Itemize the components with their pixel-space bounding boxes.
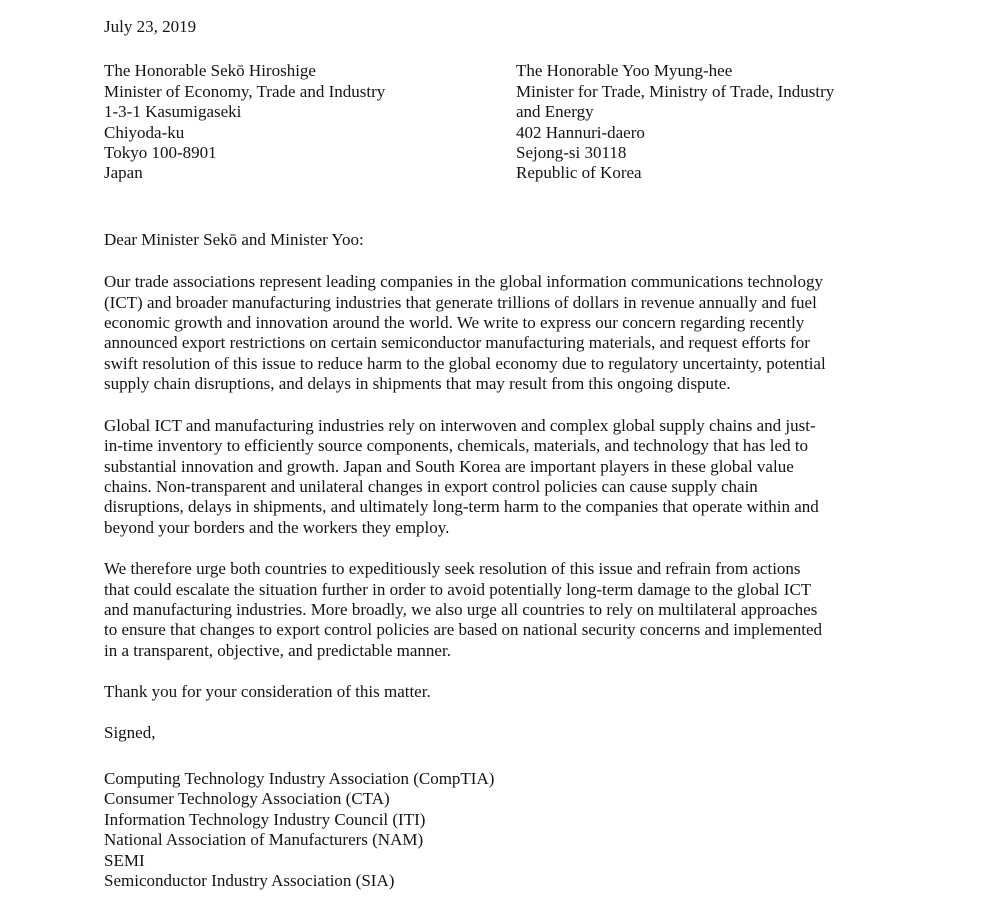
text-line: Our trade associations represent leading companies in the global information communications technology <box>104 272 823 292</box>
text-line: (ICT) and broader manufacturing industries that generate trillions of dollars in revenue annually and fuel <box>104 292 817 312</box>
text-line: 402 Hannuri-daero <box>516 122 645 142</box>
salutation: Dear Minister Sekō and Minister Yoo: <box>104 229 364 249</box>
recipient-address-block <box>104 61 516 183</box>
text-line: announced export restrictions on certain semiconductor manufacturing materials, and request efforts for <box>104 333 810 353</box>
text-line: Sejong-si 30118 <box>516 143 627 163</box>
recipient-addresses <box>104 61 954 183</box>
text-line: Global ICT and manufacturing industries rely on interwoven and complex global supply chains and just- <box>104 415 816 435</box>
text-line: The Honorable Sekō Hiroshige <box>104 61 316 81</box>
letter-body <box>104 272 954 661</box>
letter-date: July 23, 2019 <box>104 17 197 36</box>
signoff-line: Signed, <box>104 722 156 742</box>
body-paragraph <box>104 416 954 538</box>
text-line: supply chain disruptions, and delays in shipments that may result from this ongoing dispute. <box>104 374 731 394</box>
signatory-list <box>104 769 954 891</box>
text-line: Republic of Korea <box>516 163 642 183</box>
text-line: Minister of Economy, Trade and Industry <box>104 81 386 101</box>
text-line: disruptions, delays in shipments, and ultimately long-term harm to the companies that operate within and <box>104 497 819 517</box>
text-line: The Honorable Yoo Myung-hee <box>516 61 733 81</box>
text-line: swift resolution of this issue to reduce harm to the global economy due to regulatory uncertainty, potential <box>104 353 826 373</box>
body-paragraph <box>104 272 954 394</box>
signatory-item: Computing Technology Industry Association (CompTIA) <box>104 768 495 788</box>
text-line: Minister for Trade, Ministry of Trade, Industry <box>516 81 835 101</box>
text-line: that could escalate the situation further in order to avoid potentially long-term damage to the global ICT <box>104 579 812 599</box>
text-line: 1-3-1 Kasumigaseki <box>104 102 242 122</box>
text-line: and Energy <box>516 102 594 122</box>
signatory-item: SEMI <box>104 850 145 870</box>
text-line: Japan <box>104 163 143 183</box>
text-line: economic growth and innovation around the world. We write to express our concern regarding recently <box>104 313 805 333</box>
text-line: substantial innovation and growth. Japan and South Korea are important players in these global value <box>104 456 794 476</box>
text-line: Chiyoda-ku <box>104 122 185 142</box>
closing-line: Thank you for your consideration of this matter. <box>104 682 431 702</box>
body-paragraph <box>104 559 954 661</box>
text-line: and manufacturing industries. More broadly, we also urge all countries to rely on multilateral approaches <box>104 599 818 619</box>
signatory-item: Semiconductor Industry Association (SIA) <box>104 871 395 890</box>
recipient-address-block <box>516 61 886 183</box>
text-line: to ensure that changes to export control policies are based on national security concerns and implemented <box>104 620 823 640</box>
signatory-item: National Association of Manufacturers (NAM) <box>104 830 424 850</box>
text-line: in-time inventory to efficiently source components, chemicals, materials, and technology that has led to <box>104 436 809 456</box>
signatory-item: Information Technology Industry Council (ITI) <box>104 809 426 829</box>
text-line: We therefore urge both countries to expeditiously seek resolution of this issue and refrain from actions <box>104 559 801 579</box>
text-line: Tokyo 100-8901 <box>104 143 217 163</box>
text-line: beyond your borders and the workers they employ. <box>104 517 450 537</box>
text-line: chains. Non-transparent and unilateral changes in export control policies can cause supply chain <box>104 476 758 496</box>
signatory-item: Consumer Technology Association (CTA) <box>104 789 390 809</box>
text-line: in a transparent, objective, and predictable manner. <box>104 640 451 660</box>
